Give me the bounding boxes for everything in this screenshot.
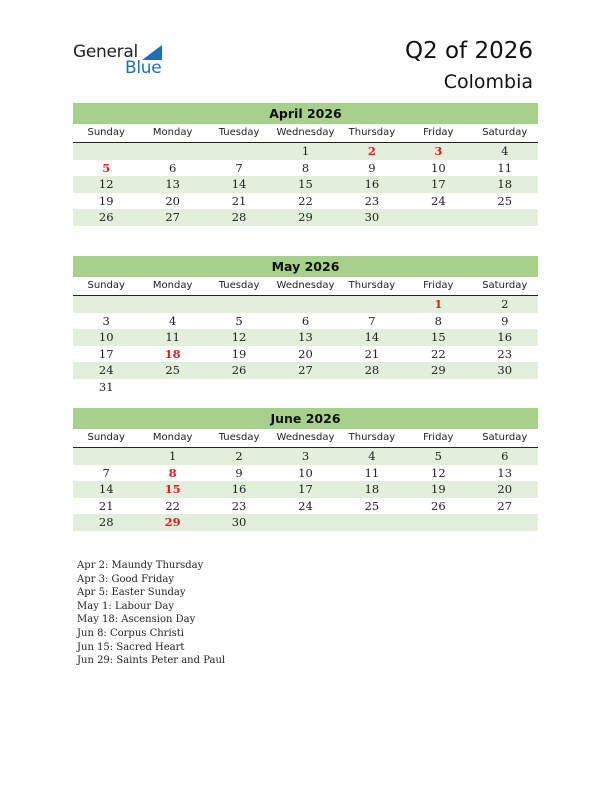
day-cell: 4 bbox=[368, 449, 376, 463]
day-cell: 26 bbox=[431, 498, 446, 513]
day-cell bbox=[405, 514, 471, 531]
logo-general-text: General bbox=[73, 42, 138, 62]
day-cell: 4 bbox=[168, 313, 177, 328]
holiday-day-cell: 1 bbox=[434, 297, 443, 311]
month-calendar-april bbox=[73, 103, 538, 226]
day-cell bbox=[206, 143, 272, 160]
day-cell bbox=[139, 379, 205, 396]
weekday-label: Saturday bbox=[482, 432, 528, 443]
day-cell bbox=[339, 296, 405, 313]
day-cell: 22 bbox=[431, 346, 446, 361]
holiday-entry: Jun 8: Corpus Christi bbox=[77, 627, 185, 639]
day-cell: 24 bbox=[431, 193, 446, 208]
day-cell: 6 bbox=[301, 313, 310, 328]
day-cell: 7 bbox=[235, 160, 243, 175]
month-title: May 2026 bbox=[73, 256, 538, 277]
day-cell: 9 bbox=[235, 465, 243, 480]
day-cell: 30 bbox=[497, 363, 513, 377]
day-cell: 27 bbox=[497, 498, 513, 513]
logo bbox=[73, 42, 173, 78]
weekday-label: Wednesday bbox=[276, 280, 335, 291]
day-cell: 1 bbox=[168, 449, 177, 463]
week-row bbox=[73, 193, 538, 210]
day-cell bbox=[139, 143, 205, 160]
weekday-label: Monday bbox=[152, 432, 193, 443]
day-cell: 10 bbox=[98, 330, 114, 344]
day-cell: 5 bbox=[434, 449, 442, 463]
weekday-label: Tuesday bbox=[218, 432, 260, 443]
day-cell bbox=[139, 296, 205, 313]
day-cell: 17 bbox=[298, 482, 313, 496]
weekday-label: Friday bbox=[423, 280, 454, 291]
day-cell: 13 bbox=[298, 330, 313, 344]
day-cell: 17 bbox=[98, 346, 114, 361]
page-title: Q2 of 2026 bbox=[404, 38, 533, 64]
holiday-entry: Apr 2: Maundy Thursday bbox=[77, 560, 204, 571]
holiday-entry: Jun 15: Sacred Heart bbox=[77, 641, 185, 653]
day-cell bbox=[405, 209, 471, 226]
day-cell: 10 bbox=[431, 160, 446, 175]
day-cell: 23 bbox=[497, 346, 513, 361]
day-cell: 14 bbox=[364, 330, 380, 344]
day-cell bbox=[472, 379, 538, 396]
logo-blue-text: Blue bbox=[125, 58, 162, 78]
day-cell: 14 bbox=[231, 177, 247, 191]
holiday-day-cell: 15 bbox=[164, 482, 181, 496]
holiday-day-cell: 18 bbox=[164, 346, 181, 361]
day-cell: 25 bbox=[364, 498, 380, 513]
day-cell: 15 bbox=[431, 330, 446, 344]
holiday-day-cell: 5 bbox=[102, 160, 111, 175]
day-cell: 3 bbox=[102, 313, 110, 328]
day-cell: 19 bbox=[98, 193, 114, 208]
day-cell: 16 bbox=[364, 177, 380, 191]
day-cell: 19 bbox=[231, 346, 247, 361]
week-row bbox=[73, 362, 538, 379]
day-cell: 18 bbox=[497, 177, 513, 191]
day-cell: 24 bbox=[298, 498, 313, 513]
day-cell: 30 bbox=[231, 515, 247, 529]
day-cell: 28 bbox=[364, 363, 380, 377]
month-calendar-may bbox=[73, 256, 538, 395]
week-row bbox=[73, 160, 538, 177]
weekday-label: Sunday bbox=[87, 127, 125, 138]
day-cell: 1 bbox=[301, 144, 310, 158]
day-cell: 23 bbox=[231, 498, 247, 513]
day-cell: 16 bbox=[497, 330, 513, 344]
day-cell bbox=[405, 379, 471, 396]
day-cell: 11 bbox=[165, 330, 180, 344]
day-cell: 9 bbox=[501, 313, 509, 328]
day-cell bbox=[272, 514, 338, 531]
day-cell: 25 bbox=[165, 363, 180, 377]
day-cell: 28 bbox=[98, 515, 114, 529]
day-cell: 30 bbox=[364, 210, 380, 224]
weekday-label: Wednesday bbox=[276, 127, 335, 138]
holiday-list bbox=[77, 559, 225, 668]
day-cell: 31 bbox=[98, 379, 114, 394]
weekday-label: Wednesday bbox=[276, 432, 335, 443]
day-cell: 17 bbox=[431, 177, 446, 191]
weekday-label: Sunday bbox=[87, 432, 125, 443]
day-cell: 7 bbox=[368, 313, 376, 328]
week-row bbox=[73, 498, 538, 515]
weekday-label: Tuesday bbox=[218, 127, 260, 138]
month-calendar-june bbox=[73, 408, 538, 531]
weekday-header-row bbox=[73, 277, 538, 296]
weekday-header-row bbox=[73, 429, 538, 448]
day-cell bbox=[472, 514, 538, 531]
day-cell: 7 bbox=[102, 465, 110, 480]
day-cell: 20 bbox=[497, 482, 513, 496]
day-cell bbox=[73, 143, 139, 160]
month-title: April 2026 bbox=[73, 103, 538, 124]
weekday-label: Sunday bbox=[87, 280, 125, 291]
weekday-label: Monday bbox=[152, 280, 193, 291]
day-cell: 22 bbox=[298, 193, 313, 208]
month-title: June 2026 bbox=[73, 408, 538, 429]
day-cell bbox=[73, 296, 139, 313]
holiday-day-cell: 29 bbox=[164, 515, 181, 529]
day-cell: 28 bbox=[231, 210, 247, 224]
week-row bbox=[73, 448, 538, 465]
day-cell bbox=[73, 448, 139, 465]
day-cell: 6 bbox=[501, 449, 509, 463]
holiday-entry: Jun 29: Saints Peter and Paul bbox=[77, 655, 226, 667]
day-cell: 8 bbox=[301, 160, 310, 175]
holiday-entry: Apr 5: Easter Sunday bbox=[77, 587, 186, 599]
week-row bbox=[73, 143, 538, 160]
day-cell: 11 bbox=[497, 160, 513, 175]
day-cell bbox=[339, 514, 405, 531]
day-cell: 23 bbox=[364, 193, 380, 208]
day-cell: 18 bbox=[364, 482, 380, 496]
week-row bbox=[73, 379, 538, 396]
day-cell bbox=[339, 379, 405, 396]
day-cell: 9 bbox=[368, 160, 376, 175]
day-cell: 21 bbox=[364, 346, 380, 361]
day-cell: 5 bbox=[235, 313, 243, 328]
weekday-label: Friday bbox=[423, 127, 454, 138]
weekday-header-row bbox=[73, 124, 538, 143]
day-cell: 13 bbox=[165, 177, 180, 191]
day-cell bbox=[272, 379, 338, 396]
day-cell: 8 bbox=[434, 313, 442, 328]
weekday-label: Saturday bbox=[482, 280, 528, 291]
day-cell: 27 bbox=[165, 210, 180, 224]
weekday-label: Thursday bbox=[348, 432, 396, 443]
day-cell bbox=[206, 296, 272, 313]
day-cell: 29 bbox=[431, 363, 446, 377]
weekday-label: Friday bbox=[423, 432, 454, 443]
day-cell: 22 bbox=[165, 498, 180, 513]
day-cell bbox=[272, 296, 338, 313]
day-cell: 6 bbox=[168, 160, 177, 175]
week-row bbox=[73, 465, 538, 482]
weekday-label: Thursday bbox=[348, 280, 396, 291]
holiday-entry: May 18: Ascension Day bbox=[77, 614, 196, 626]
day-cell: 27 bbox=[298, 363, 313, 377]
day-cell: 4 bbox=[501, 144, 509, 158]
holiday-entry: May 1: Labour Day bbox=[77, 600, 174, 612]
day-cell: 11 bbox=[364, 465, 380, 480]
holiday-entry: Apr 3: Good Friday bbox=[77, 573, 175, 585]
day-cell: 24 bbox=[98, 363, 114, 377]
weekday-label: Monday bbox=[152, 127, 193, 138]
week-row bbox=[73, 313, 538, 330]
holiday-day-cell: 8 bbox=[168, 465, 177, 480]
day-cell: 20 bbox=[165, 193, 180, 208]
weekday-label: Thursday bbox=[348, 127, 396, 138]
day-cell: 12 bbox=[231, 330, 247, 344]
day-cell: 2 bbox=[235, 449, 243, 463]
day-cell: 21 bbox=[231, 193, 247, 208]
day-cell: 16 bbox=[231, 482, 247, 496]
day-cell bbox=[472, 209, 538, 226]
week-row bbox=[73, 296, 538, 313]
day-cell: 3 bbox=[301, 449, 310, 463]
day-cell: 20 bbox=[298, 346, 313, 361]
holiday-day-cell: 3 bbox=[434, 144, 443, 158]
week-row bbox=[73, 176, 538, 193]
day-cell: 21 bbox=[98, 498, 114, 513]
week-row bbox=[73, 346, 538, 363]
day-cell: 25 bbox=[497, 193, 513, 208]
weekday-label: Tuesday bbox=[218, 280, 260, 291]
day-cell: 26 bbox=[98, 210, 114, 224]
day-cell: 10 bbox=[298, 465, 313, 480]
week-row bbox=[73, 514, 538, 531]
day-cell: 14 bbox=[98, 482, 114, 496]
country-name: Colombia bbox=[443, 71, 533, 93]
day-cell: 12 bbox=[98, 177, 114, 191]
holiday-day-cell: 2 bbox=[367, 144, 376, 158]
week-row bbox=[73, 481, 538, 498]
weekday-label: Saturday bbox=[482, 127, 528, 138]
day-cell: 15 bbox=[298, 177, 313, 191]
week-row bbox=[73, 329, 538, 346]
day-cell: 13 bbox=[497, 465, 513, 480]
day-cell: 2 bbox=[501, 297, 509, 311]
day-cell: 12 bbox=[431, 465, 446, 480]
week-row bbox=[73, 209, 538, 226]
day-cell: 19 bbox=[431, 482, 446, 496]
day-cell: 29 bbox=[298, 210, 313, 224]
day-cell: 26 bbox=[231, 363, 247, 377]
day-cell bbox=[206, 379, 272, 396]
